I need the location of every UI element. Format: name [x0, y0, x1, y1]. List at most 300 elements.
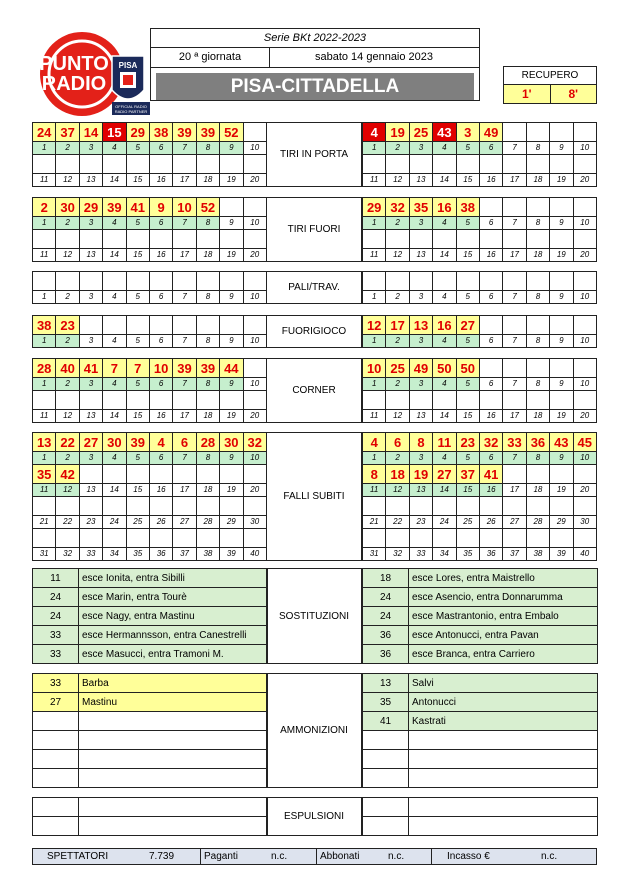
- index-cell: 9: [550, 378, 573, 391]
- index-cell: 9: [220, 452, 243, 465]
- sostituzioni-minute: 18: [363, 569, 409, 588]
- minute-cell: 42: [56, 465, 79, 484]
- index-cell: 1: [33, 335, 56, 348]
- minute-cell: 45: [573, 433, 596, 452]
- index-cell: 24: [103, 516, 126, 529]
- minute-cell: [220, 316, 243, 335]
- index-cell: 2: [386, 335, 409, 348]
- index-cell: 3: [79, 335, 102, 348]
- index-cell: 14: [433, 249, 456, 262]
- index-cell: 20: [243, 174, 266, 187]
- sostituzioni-minute: 36: [363, 645, 409, 664]
- stat-label: FUORIGIOCO: [266, 315, 362, 348]
- ammonizioni-player: [79, 731, 268, 750]
- index-cell: 31: [33, 548, 56, 561]
- fuorigioco-home-grid: [32, 315, 267, 348]
- espulsioni-minute: [363, 817, 409, 836]
- index-cell: 12: [386, 249, 409, 262]
- match-header: [150, 28, 480, 101]
- minute-cell: [526, 391, 549, 410]
- espulsioni-home-table: [32, 797, 268, 836]
- minute-cell: [103, 230, 126, 249]
- sostituzioni-player: esce Asencio, entra Donnarumma: [409, 588, 598, 607]
- minute-cell: [196, 497, 219, 516]
- index-cell: 28: [196, 516, 219, 529]
- ammonizioni-player: [409, 731, 598, 750]
- index-cell: 5: [456, 142, 479, 155]
- minute-cell: 30: [103, 433, 126, 452]
- index-cell: 20: [243, 249, 266, 262]
- minute-cell: [433, 391, 456, 410]
- minute-cell: [550, 497, 573, 516]
- minute-cell: [243, 123, 266, 142]
- minute-cell: [479, 391, 502, 410]
- index-cell: 11: [363, 174, 386, 187]
- index-cell: 4: [103, 378, 126, 391]
- minute-cell: [149, 230, 172, 249]
- index-cell: 29: [550, 516, 573, 529]
- espulsioni-minute: [33, 817, 79, 836]
- index-cell: 6: [149, 452, 172, 465]
- sostituzioni-minute: 24: [33, 607, 79, 626]
- minute-cell: [173, 230, 196, 249]
- minute-cell: [526, 359, 549, 378]
- minute-cell: [409, 272, 432, 291]
- index-cell: 40: [573, 548, 596, 561]
- minute-cell: 39: [173, 359, 196, 378]
- index-cell: 9: [550, 142, 573, 155]
- index-cell: 4: [433, 335, 456, 348]
- paganti-label: Paganti: [204, 851, 238, 862]
- minute-cell: 38: [149, 123, 172, 142]
- index-cell: 35: [456, 548, 479, 561]
- minute-cell: [126, 465, 149, 484]
- minute-cell: [79, 230, 102, 249]
- sostituzioni-minute: 33: [33, 645, 79, 664]
- minute-cell: [433, 529, 456, 548]
- espulsioni-player: [79, 817, 268, 836]
- index-cell: 18: [196, 249, 219, 262]
- index-cell: 3: [409, 142, 432, 155]
- minute-cell: [503, 391, 526, 410]
- minute-cell: 8: [363, 465, 386, 484]
- index-cell: 3: [409, 452, 432, 465]
- index-cell: 10: [243, 291, 266, 304]
- minute-cell: [220, 198, 243, 217]
- ammonizioni-label: AMMONIZIONI: [266, 673, 362, 788]
- minute-cell: 24: [33, 123, 56, 142]
- minute-cell: 18: [386, 465, 409, 484]
- index-cell: 2: [56, 452, 79, 465]
- minute-cell: [173, 497, 196, 516]
- index-cell: 12: [386, 484, 409, 497]
- index-cell: 2: [386, 378, 409, 391]
- minute-cell: [503, 155, 526, 174]
- index-cell: 10: [573, 291, 596, 304]
- index-cell: 23: [409, 516, 432, 529]
- recupero-box: [503, 66, 597, 104]
- index-cell: 13: [409, 174, 432, 187]
- incasso-value: n.c.: [541, 851, 558, 862]
- minute-cell: 39: [196, 359, 219, 378]
- minute-cell: 35: [33, 465, 56, 484]
- minute-cell: [33, 230, 56, 249]
- minute-cell: 29: [79, 198, 102, 217]
- minute-cell: [56, 497, 79, 516]
- index-cell: 20: [573, 484, 596, 497]
- index-cell: 10: [243, 142, 266, 155]
- index-cell: 17: [173, 410, 196, 423]
- index-cell: 7: [173, 378, 196, 391]
- minute-cell: 28: [196, 433, 219, 452]
- minute-cell: [243, 316, 266, 335]
- minute-cell: 4: [363, 433, 386, 452]
- index-cell: 35: [126, 548, 149, 561]
- index-cell: 6: [479, 142, 502, 155]
- minute-cell: [196, 529, 219, 548]
- minute-cell: 3: [456, 123, 479, 142]
- index-cell: 3: [79, 217, 102, 230]
- index-cell: 9: [550, 291, 573, 304]
- minute-cell: [526, 272, 549, 291]
- minute-cell: 29: [126, 123, 149, 142]
- minute-cell: [79, 465, 102, 484]
- index-cell: 26: [479, 516, 502, 529]
- index-cell: 13: [79, 174, 102, 187]
- minute-cell: 38: [33, 316, 56, 335]
- index-cell: 27: [503, 516, 526, 529]
- index-cell: 17: [503, 174, 526, 187]
- index-cell: 2: [56, 378, 79, 391]
- index-cell: 1: [363, 142, 386, 155]
- minute-cell: [363, 391, 386, 410]
- recupero-label: RECUPERO: [504, 67, 596, 85]
- index-cell: 6: [479, 452, 502, 465]
- sostituzioni-label: SOSTITUZIONI: [266, 568, 362, 664]
- minute-cell: 25: [409, 123, 432, 142]
- minute-cell: [573, 272, 596, 291]
- index-cell: 5: [456, 217, 479, 230]
- minute-cell: [126, 497, 149, 516]
- index-cell: 15: [126, 410, 149, 423]
- index-cell: 7: [173, 142, 196, 155]
- minute-cell: 39: [196, 123, 219, 142]
- index-cell: 16: [479, 174, 502, 187]
- ammonizioni-home-table: [32, 673, 268, 788]
- tiri-in-porta-home-grid: [32, 122, 267, 187]
- minute-cell: [173, 155, 196, 174]
- minute-cell: [409, 497, 432, 516]
- index-cell: 8: [526, 217, 549, 230]
- minute-cell: [79, 155, 102, 174]
- index-cell: 4: [103, 291, 126, 304]
- recupero-second-half: 8': [550, 85, 597, 103]
- sostituzioni-minute: 24: [363, 607, 409, 626]
- sostituzioni-player: esce Lores, entra Maistrello: [409, 569, 598, 588]
- minute-cell: [409, 155, 432, 174]
- minute-cell: 27: [456, 316, 479, 335]
- minute-cell: [503, 230, 526, 249]
- index-cell: 7: [503, 335, 526, 348]
- index-cell: 13: [79, 484, 102, 497]
- index-cell: 17: [503, 410, 526, 423]
- index-cell: 7: [503, 452, 526, 465]
- minute-cell: 7: [126, 359, 149, 378]
- index-cell: 15: [126, 484, 149, 497]
- pali-trav--away-grid: [362, 271, 597, 304]
- minute-cell: [456, 391, 479, 410]
- minute-cell: [173, 272, 196, 291]
- minute-cell: 41: [79, 359, 102, 378]
- minute-cell: [79, 316, 102, 335]
- index-cell: 7: [503, 291, 526, 304]
- ammonizioni-player: [79, 712, 268, 731]
- sostituzioni-player: esce Ionita, entra Sibilli: [79, 569, 268, 588]
- minute-cell: [56, 155, 79, 174]
- ammonizioni-minute: [33, 750, 79, 769]
- index-cell: 5: [456, 291, 479, 304]
- index-cell: 16: [479, 249, 502, 262]
- index-cell: 2: [56, 217, 79, 230]
- ammonizioni-minute: 13: [363, 674, 409, 693]
- minute-cell: [409, 391, 432, 410]
- minute-cell: [126, 155, 149, 174]
- index-cell: 19: [550, 484, 573, 497]
- index-cell: 20: [573, 249, 596, 262]
- index-cell: 16: [149, 174, 172, 187]
- minute-cell: [550, 316, 573, 335]
- ammonizioni-player: [79, 769, 268, 788]
- index-cell: 19: [550, 249, 573, 262]
- minute-cell: [126, 230, 149, 249]
- minute-cell: 29: [363, 198, 386, 217]
- minute-cell: [149, 497, 172, 516]
- index-cell: 38: [196, 548, 219, 561]
- index-cell: 12: [56, 174, 79, 187]
- ammonizioni-player: Barba: [79, 674, 268, 693]
- index-cell: 3: [79, 142, 102, 155]
- index-cell: 4: [103, 142, 126, 155]
- index-cell: 10: [243, 335, 266, 348]
- minute-cell: 33: [503, 433, 526, 452]
- minute-cell: [243, 272, 266, 291]
- index-cell: 13: [409, 249, 432, 262]
- sostituzioni-minute: 33: [33, 626, 79, 645]
- index-cell: 8: [526, 142, 549, 155]
- index-cell: 17: [503, 249, 526, 262]
- minute-cell: [33, 391, 56, 410]
- index-cell: 3: [409, 291, 432, 304]
- minute-cell: 25: [386, 359, 409, 378]
- minute-cell: [103, 155, 126, 174]
- minute-cell: 13: [33, 433, 56, 452]
- minute-cell: 14: [79, 123, 102, 142]
- espulsioni-label: ESPULSIONI: [266, 797, 362, 836]
- minute-cell: [33, 272, 56, 291]
- minute-cell: [149, 391, 172, 410]
- minute-cell: [173, 529, 196, 548]
- attendance-bar: [32, 848, 597, 865]
- espulsioni-minute: [33, 798, 79, 817]
- index-cell: 3: [79, 378, 102, 391]
- index-cell: 5: [126, 142, 149, 155]
- index-cell: 7: [173, 291, 196, 304]
- index-cell: 7: [173, 335, 196, 348]
- ammonizioni-player: [409, 769, 598, 788]
- minute-cell: [479, 497, 502, 516]
- index-cell: 12: [386, 410, 409, 423]
- index-cell: 5: [456, 335, 479, 348]
- match-title: PISA-CITTADELLA: [156, 73, 474, 100]
- index-cell: 8: [196, 378, 219, 391]
- tiri-fuori-home-grid: [32, 197, 267, 262]
- minute-cell: [503, 359, 526, 378]
- index-cell: 30: [243, 516, 266, 529]
- minute-cell: [479, 198, 502, 217]
- minute-cell: 44: [220, 359, 243, 378]
- minute-cell: 7: [103, 359, 126, 378]
- index-cell: 15: [456, 174, 479, 187]
- stat-label: FALLI SUBITI: [266, 432, 362, 561]
- index-cell: 2: [386, 291, 409, 304]
- index-cell: 8: [196, 335, 219, 348]
- sostituzioni-player: esce Marin, entra Tourè: [79, 588, 268, 607]
- index-cell: 20: [243, 410, 266, 423]
- index-cell: 19: [550, 410, 573, 423]
- index-cell: 32: [386, 548, 409, 561]
- index-cell: 14: [433, 174, 456, 187]
- minute-cell: [526, 230, 549, 249]
- minute-cell: [220, 230, 243, 249]
- index-cell: 4: [433, 217, 456, 230]
- minute-cell: [503, 497, 526, 516]
- minute-cell: 32: [479, 433, 502, 452]
- logo-text-bottom: RADIO: [41, 73, 107, 95]
- minute-cell: [386, 391, 409, 410]
- minute-cell: [79, 272, 102, 291]
- minute-cell: 22: [56, 433, 79, 452]
- minute-cell: [503, 529, 526, 548]
- recupero-first-half: 1': [521, 87, 532, 101]
- minute-cell: [243, 465, 266, 484]
- index-cell: 6: [149, 142, 172, 155]
- sostituzioni-player: esce Nagy, entra Mastinu: [79, 607, 268, 626]
- minute-cell: 37: [456, 465, 479, 484]
- minute-cell: [456, 529, 479, 548]
- ammonizioni-player: Antonucci: [409, 693, 598, 712]
- sostituzioni-minute: 36: [363, 626, 409, 645]
- minute-cell: [363, 155, 386, 174]
- index-cell: 9: [220, 378, 243, 391]
- index-cell: 12: [386, 174, 409, 187]
- minute-cell: [456, 230, 479, 249]
- falli-subiti-away-grid: [362, 432, 597, 561]
- minute-cell: [550, 391, 573, 410]
- index-cell: 3: [409, 378, 432, 391]
- index-cell: 16: [149, 249, 172, 262]
- ammonizioni-player: [79, 750, 268, 769]
- index-cell: 14: [103, 410, 126, 423]
- index-cell: 18: [196, 174, 219, 187]
- minute-cell: 32: [386, 198, 409, 217]
- index-cell: 17: [173, 174, 196, 187]
- index-cell: 9: [550, 452, 573, 465]
- index-cell: 29: [220, 516, 243, 529]
- index-cell: 16: [149, 410, 172, 423]
- minute-cell: [479, 316, 502, 335]
- index-cell: 4: [103, 217, 126, 230]
- index-cell: 8: [526, 335, 549, 348]
- index-cell: 36: [149, 548, 172, 561]
- minute-cell: [573, 230, 596, 249]
- index-cell: 9: [220, 335, 243, 348]
- index-cell: 7: [503, 378, 526, 391]
- index-cell: 3: [409, 217, 432, 230]
- index-cell: 22: [386, 516, 409, 529]
- index-cell: 6: [479, 378, 502, 391]
- index-cell: 5: [456, 452, 479, 465]
- index-cell: 5: [126, 291, 149, 304]
- index-cell: 8: [526, 452, 549, 465]
- minute-cell: [386, 529, 409, 548]
- minute-cell: [456, 272, 479, 291]
- index-cell: 33: [79, 548, 102, 561]
- minute-cell: [196, 465, 219, 484]
- minute-cell: 11: [433, 433, 456, 452]
- minute-cell: [386, 230, 409, 249]
- logo-text-top: PUNTO: [39, 53, 109, 75]
- index-cell: 5: [126, 217, 149, 230]
- minute-cell: [550, 272, 573, 291]
- index-cell: 5: [126, 452, 149, 465]
- minute-cell: [126, 391, 149, 410]
- index-cell: 11: [33, 174, 56, 187]
- minute-cell: [433, 155, 456, 174]
- index-cell: 10: [243, 217, 266, 230]
- minute-cell: 39: [126, 433, 149, 452]
- ammonizioni-away-table: [362, 673, 598, 788]
- tiri-fuori-away-grid: [362, 197, 597, 262]
- fuorigioco-away-grid: [362, 315, 597, 348]
- index-cell: 8: [196, 452, 219, 465]
- index-cell: 6: [479, 217, 502, 230]
- index-cell: 18: [196, 484, 219, 497]
- minute-cell: [173, 316, 196, 335]
- minute-cell: [33, 497, 56, 516]
- index-cell: 27: [173, 516, 196, 529]
- stat-label: CORNER: [266, 358, 362, 423]
- index-cell: 7: [173, 452, 196, 465]
- ammonizioni-minute: [363, 731, 409, 750]
- index-cell: 19: [220, 410, 243, 423]
- espulsioni-away-table: [362, 797, 598, 836]
- minute-cell: [103, 391, 126, 410]
- sostituzioni-away-table: [362, 568, 598, 664]
- minute-cell: 52: [196, 198, 219, 217]
- index-cell: 20: [573, 410, 596, 423]
- index-cell: 10: [243, 452, 266, 465]
- minute-cell: [103, 529, 126, 548]
- index-cell: 21: [363, 516, 386, 529]
- index-cell: 12: [56, 484, 79, 497]
- index-cell: 6: [479, 291, 502, 304]
- index-cell: 10: [573, 378, 596, 391]
- corner-away-grid: [362, 358, 597, 423]
- index-cell: 25: [126, 516, 149, 529]
- minute-cell: [456, 155, 479, 174]
- ammonizioni-minute: 33: [33, 674, 79, 693]
- minute-cell: [526, 155, 549, 174]
